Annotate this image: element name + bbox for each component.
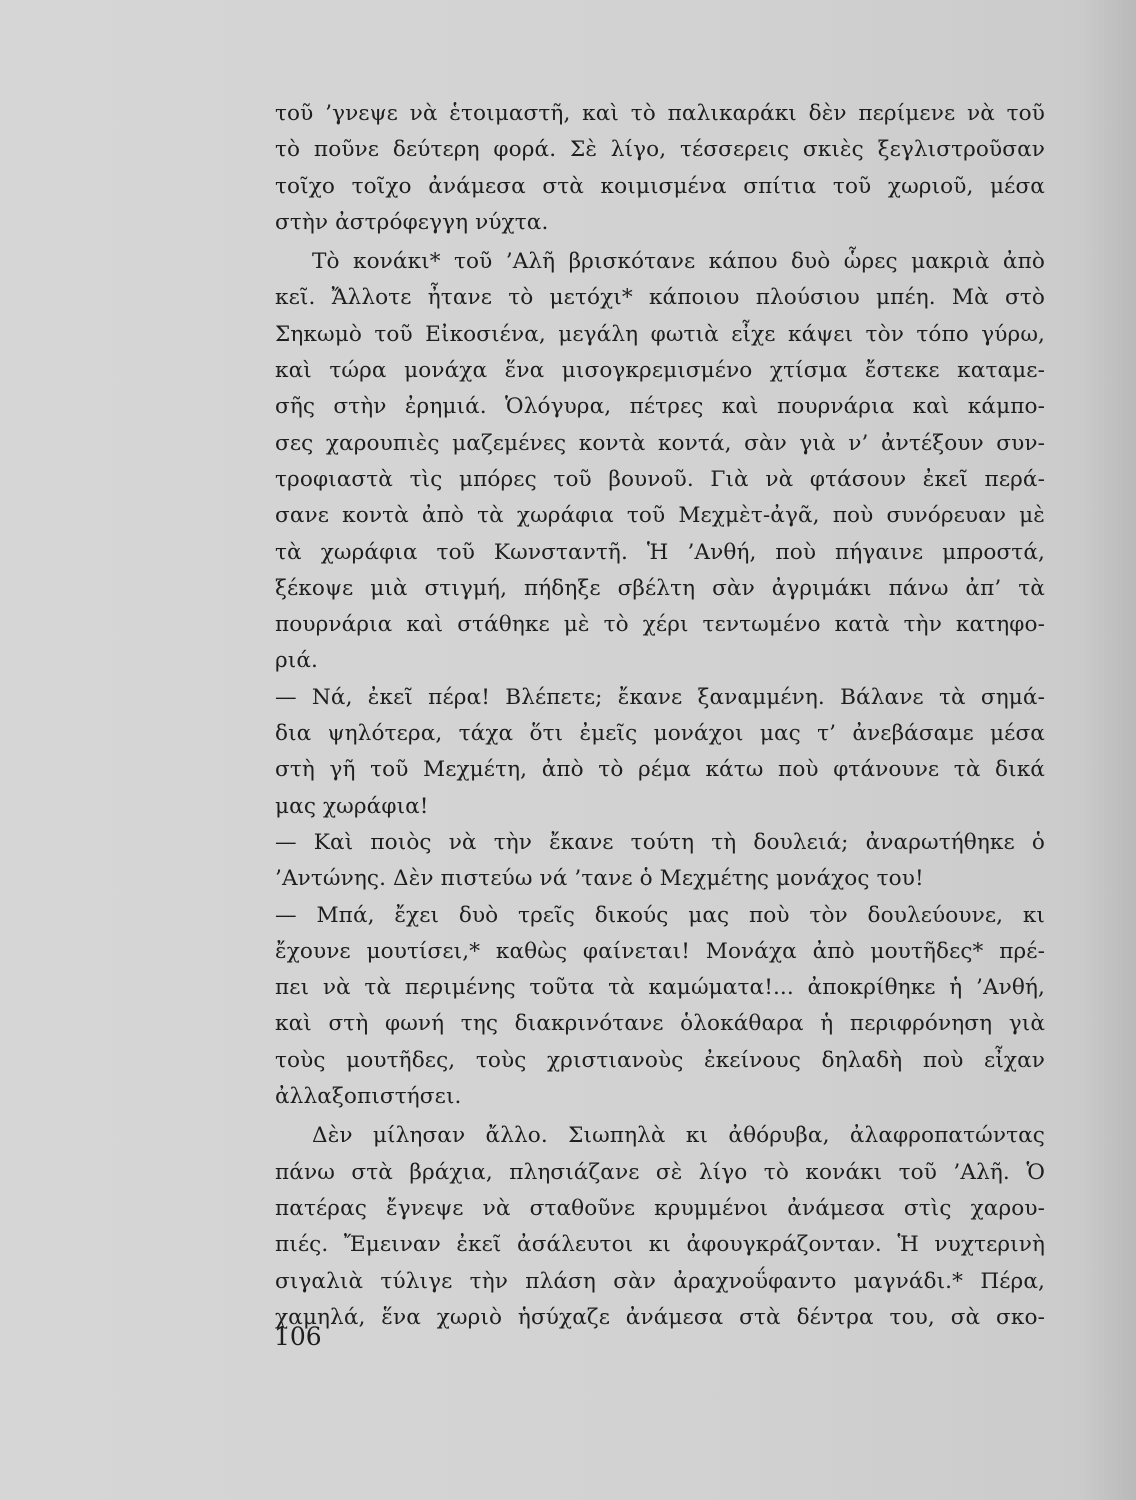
text-line: σιγαλιὰ τύλιγε τὴν πλάση σὰν ἀραχνοΰφαντο μαγνάδι.* Πέρα, — [275, 1268, 1045, 1294]
text-line: ξέκοψε μιὰ στιγμή, πήδηξε σβέλτη σὰν ἀγριμάκι πάνω ἀπ’ τὰ — [275, 575, 1045, 601]
text-line-paragraph-start: Τὸ κονάκι* τοῦ ’Αλῆ βρισκότανε κάπου δυὸ ὧρες μακριὰ ἀπὸ — [312, 249, 1045, 275]
text-line: Σηκωμὸ τοῦ Εἰκοσιένα, μεγάλη φωτιὰ εἶχε κάψει τὸν τόπο γύρω, — [275, 321, 1045, 347]
text-line: τοῦ ’γνεψε νὰ ἑτοιμαστῆ, καὶ τὸ παλικαράκι δὲν περίμενε νὰ τοῦ — [275, 101, 1045, 126]
text-line: σανε κοντὰ ἀπὸ τὰ χωράφια τοῦ Μεχμὲτ-ἀγᾶ, ποὺ συνόρευαν μὲ — [275, 503, 1045, 529]
text-line: δια ψηλότερα, τάχα ὅτι ἐμεῖς μονάχοι μας τ’ ἀνεβάσαμε μέσα — [275, 721, 1045, 747]
text-line: καὶ τώρα μονάχα ἕνα μισογκρεμισμένο χτίσμα ἔστεκε καταμε- — [275, 358, 1045, 384]
text-line: κεῖ. Ἄλλοτε ἦτανε τὸ μετόχι* κάποιου πλούσιου μπέη. Μὰ στὸ — [275, 285, 1045, 311]
text-line: τὸ ποῦνε δεύτερη φορά. Σὲ λίγο, τέσσερεις σκιὲς ξεγλιστροῦσαν — [275, 137, 1045, 163]
text-line: πιές. Ἔμειναν ἐκεῖ ἀσάλευτοι κι ἀφουγκράζονταν. Ἡ νυχτερινὴ — [275, 1232, 1045, 1258]
text-line: ἀλλαξοπιστήσει. — [275, 1084, 462, 1110]
text-line: καὶ στὴ φωνή της διακρινότανε ὁλοκάθαρα ἡ περιφρόνηση γιὰ — [275, 1011, 1045, 1037]
body-text — [275, 96, 1045, 1336]
text-line: πουρνάρια καὶ στάθηκε μὲ τὸ χέρι τεντωμένο κατὰ τὴν κατηφο- — [275, 612, 1045, 638]
text-line: τοῖχο τοῖχο ἀνάμεσα στὰ κοιμισμένα σπίτια τοῦ χωριοῦ, μέσα — [275, 173, 1045, 199]
text-line: στὴν ἀστρόφεγγη νύχτα. — [275, 209, 549, 235]
text-line: ἔχουνε μουτίσει,* καθὼς φαίνεται! Μονάχα ἀπὸ μουτῆδες* πρέ- — [275, 938, 1045, 964]
text-line: ’Αντώνης. Δὲν πιστεύω νά ’τανε ὁ Μεχμέτης μονάχος του! — [275, 866, 924, 892]
dialogue-line: — Καὶ ποιὸς νὰ τὴν ἔκανε τούτη τὴ δουλειά; ἀναρωτήθηκε ὁ — [275, 829, 1045, 855]
text-line-paragraph-start: Δὲν μίλησαν ἄλλο. Σιωπηλὰ κι ἀθόρυβα, ἀλαφροπατώντας — [312, 1123, 1045, 1149]
dialogue-line: — Νά, ἐκεῖ πέρα! Βλέπετε; ἔκανε ξαναμμένη. Βάλανε τὰ σημά- — [275, 684, 1045, 710]
text-line: χαμηλά, ἕνα χωριὸ ἡσύχαζε ἀνάμεσα στὰ δέντρα του, σὰ σκο- — [275, 1304, 1045, 1330]
page-number: 106 — [274, 1322, 322, 1351]
dialogue-line: — Μπά, ἔχει δυὸ τρεῖς δικούς μας ποὺ τὸν δουλεύουνε, κι — [275, 902, 1045, 928]
text-line: σες χαρουπιὲς μαζεμένες κοντὰ κοντά, σὰν γιὰ ν’ ἀντέξουν συν- — [275, 430, 1045, 456]
text-line: στὴ γῆ τοῦ Μεχμέτη, ἀπὸ τὸ ρέμα κάτω ποὺ φτάνουνε τὰ δικά — [275, 757, 1045, 783]
text-line: πάνω στὰ βράχια, πλησιάζανε σὲ λίγο τὸ κονάκι τοῦ ’Αλῆ. Ὁ — [275, 1159, 1045, 1185]
text-line: μας χωράφια! — [275, 793, 429, 819]
text-line: τοὺς μουτῆδες, τοὺς χριστιανοὺς ἐκείνους δηλαδὴ ποὺ εἶχαν — [275, 1047, 1045, 1073]
text-line: τροφιαστὰ τὶς μπόρες τοῦ βουνοῦ. Γιὰ νὰ φτάσουν ἐκεῖ περά- — [275, 466, 1045, 492]
text-line: ριά. — [275, 648, 319, 674]
text-line: πει νὰ τὰ περιμένης τοῦτα τὰ καμώματα!... ἀποκρίθηκε ἡ ’Ανθή, — [275, 975, 1045, 1001]
text-line: σῆς στὴν ἐρημιά. Ὁλόγυρα, πέτρες καὶ πουρνάρια καὶ κάμπο- — [275, 394, 1045, 420]
text-line: πατέρας ἔγνεψε νὰ σταθοῦνε κρυμμένοι ἀνάμεσα στὶς χαρου- — [275, 1195, 1045, 1221]
text-line: τὰ χωράφια τοῦ Κωνσταντῆ. Ἡ ’Ανθή, ποὺ πήγαινε μπροστά, — [275, 539, 1045, 565]
